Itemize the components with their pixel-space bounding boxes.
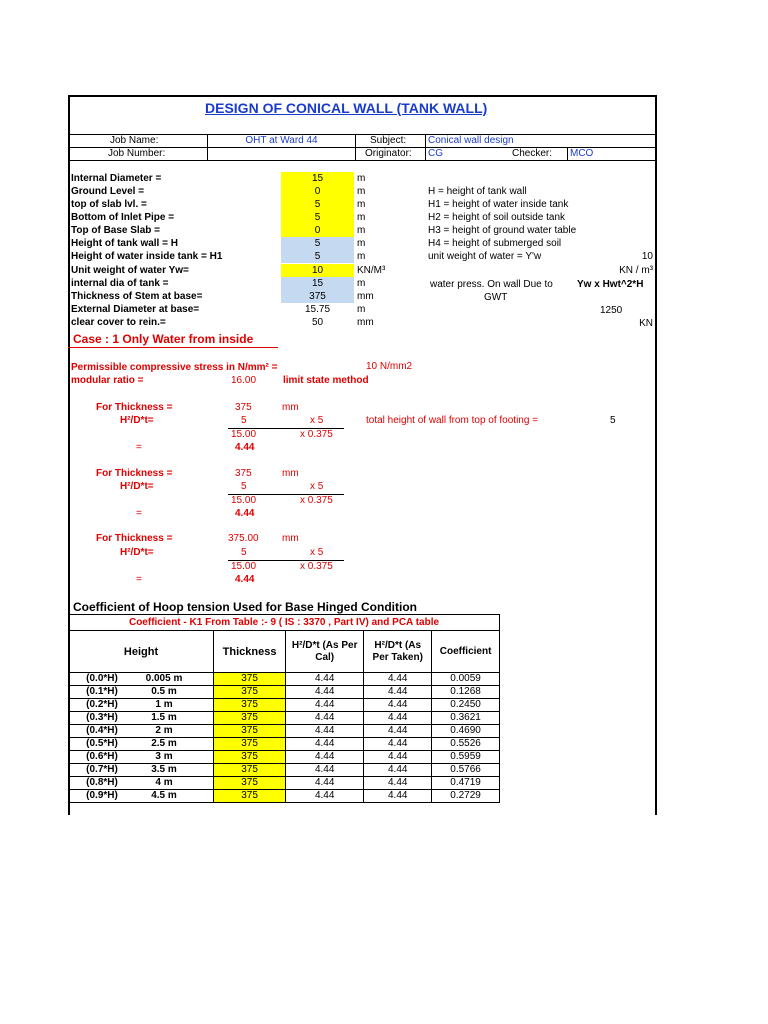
input-label: Height of water inside tank = H1: [71, 251, 223, 262]
table-row: [69, 712, 500, 725]
table-row: [69, 673, 500, 686]
note-unit-weight: unit weight of water = Y'w: [428, 251, 542, 262]
height-cell: [69, 738, 214, 751]
height-value: 2.5 m: [151, 738, 177, 749]
table-row: [69, 777, 500, 790]
thickness-value: 375: [235, 468, 252, 479]
input-unit: m: [357, 199, 366, 210]
h2dt-taken-cell: 4.44: [364, 673, 432, 686]
note-h: H = height of tank wall: [428, 186, 527, 197]
numerator-1: 5: [241, 415, 247, 426]
col-header-coefficient: Coefficient: [432, 631, 500, 673]
coef-section-title: Coefficient of Hoop tension Used for Base Hinged Condition: [73, 600, 417, 614]
input-value[interactable]: 10: [281, 264, 354, 277]
job-name-label: Job Name:: [110, 135, 159, 146]
height-cell: [69, 751, 214, 764]
coefficient-cell: 0.2729: [432, 790, 500, 803]
note-1250: 1250: [600, 305, 623, 316]
coefficient-cell: 0.0059: [432, 673, 500, 686]
col-header-h2dt-cal: H²/D*t (As Per Cal): [286, 631, 364, 673]
coefficient-cell: 0.4690: [432, 725, 500, 738]
height-fraction: (0.4*H): [86, 725, 118, 736]
input-value[interactable]: 5: [281, 237, 354, 250]
thickness-cell: 375: [214, 777, 286, 790]
input-label: top of slab lvl. =: [71, 199, 147, 210]
input-unit: m: [357, 225, 366, 236]
table-row: [69, 725, 500, 738]
height-fraction: (0.6*H): [86, 751, 118, 762]
equals-sign: =: [136, 442, 142, 453]
for-thickness-label: For Thickness =: [96, 533, 173, 544]
note-kn: KN: [639, 318, 653, 329]
h2dt-cal-cell: 4.44: [286, 673, 364, 686]
perm-stress-value: 10 N/mm2: [366, 361, 413, 372]
height-fraction: (0.7*H): [86, 764, 118, 775]
input-unit: mm: [357, 317, 374, 328]
right-border: [655, 95, 657, 815]
height-cell: [69, 673, 214, 686]
input-unit: KN/M³: [357, 265, 386, 276]
h2dt-taken-cell: 4.44: [364, 712, 432, 725]
top-border: [68, 95, 657, 97]
coef-table: [68, 614, 500, 803]
thickness-value: 375: [235, 402, 252, 413]
total-height-value: 5: [610, 415, 616, 426]
result-value: 4.44: [235, 508, 255, 519]
h2dt-cal-cell: 4.44: [286, 751, 364, 764]
height-fraction: (0.8*H): [86, 777, 118, 788]
coefficient-cell: 0.2450: [432, 699, 500, 712]
height-fraction: (0.9*H): [86, 790, 118, 801]
input-value: 50: [311, 317, 324, 328]
table-row: [69, 764, 500, 777]
thickness-unit: mm: [282, 402, 299, 413]
coefficient-cell: 0.1268: [432, 686, 500, 699]
denominator-2: x 0.375: [300, 561, 333, 572]
case-title-underline: [68, 347, 278, 348]
numerator-2: x 5: [310, 481, 324, 492]
for-thickness-label: For Thickness =: [96, 468, 173, 479]
modular-ratio-value: 16.00: [231, 375, 257, 386]
h2dt-taken-cell: 4.44: [364, 764, 432, 777]
table-row: [69, 699, 500, 712]
height-value: 2 m: [155, 725, 173, 736]
denominator-1: 15.00: [231, 561, 257, 572]
numerator-1: 5: [241, 547, 247, 558]
height-fraction: (0.5*H): [86, 738, 118, 749]
height-cell: [69, 790, 214, 803]
input-label: Bottom of Inlet Pipe =: [71, 212, 175, 223]
input-label: Unit weight of water Yw=: [71, 265, 189, 276]
numerator-2: x 5: [310, 547, 324, 558]
note-formula: Yw x Hwt^2*H: [577, 279, 644, 290]
coefficient-cell: 0.5526: [432, 738, 500, 751]
numerator-1: 5: [241, 481, 247, 492]
thickness-cell: 375: [214, 686, 286, 699]
input-unit: m: [357, 251, 366, 262]
table-row: [69, 751, 500, 764]
originator-value: CG: [428, 148, 443, 159]
input-value: 15.75: [304, 304, 331, 315]
height-cell: [69, 777, 214, 790]
denominator-1: 15.00: [231, 429, 257, 440]
input-unit: m: [357, 238, 366, 249]
table-row: [69, 686, 500, 699]
h2dt-cal-cell: 4.44: [286, 790, 364, 803]
input-unit: m: [357, 173, 366, 184]
input-value[interactable]: 15: [281, 277, 354, 290]
modular-ratio-label: modular ratio =: [71, 375, 144, 386]
equals-sign: =: [136, 508, 142, 519]
h2dt-taken-cell: 4.44: [364, 725, 432, 738]
h2dt-cal-cell: 4.44: [286, 712, 364, 725]
height-fraction: (0.3*H): [86, 712, 118, 723]
height-value: 1.5 m: [151, 712, 177, 723]
input-label: External Diameter at base=: [71, 304, 200, 315]
note-h3: H3 = height of ground water table: [428, 225, 577, 236]
denominator-2: x 0.375: [300, 495, 333, 506]
perm-stress-label: Permissible compressive stress in N/mm² =: [71, 362, 278, 373]
table-row: [69, 790, 500, 803]
h2dt-cal-cell: 4.44: [286, 699, 364, 712]
originator-label: Originator:: [365, 148, 412, 159]
limit-state-label: limit state method: [283, 375, 369, 386]
h2dt-label: H²/D*t=: [120, 415, 154, 426]
h2dt-taken-cell: 4.44: [364, 790, 432, 803]
height-fraction: (0.2*H): [86, 699, 118, 710]
input-value[interactable]: 15: [281, 172, 354, 185]
height-cell: [69, 686, 214, 699]
note-unit-weight-unit: KN / m³: [619, 265, 653, 276]
input-value[interactable]: 0: [281, 224, 354, 237]
input-unit: m: [357, 186, 366, 197]
col-header-thickness: Thickness: [214, 631, 286, 673]
table-row: [69, 738, 500, 751]
note-h1: H1 = height of water inside tank: [428, 199, 569, 210]
page-title: DESIGN OF CONICAL WALL (TANK WALL): [205, 100, 488, 116]
checker-label: Checker:: [512, 148, 553, 159]
input-label: Ground Level =: [71, 186, 145, 197]
h2dt-cal-cell: 4.44: [286, 686, 364, 699]
h2dt-cal-cell: 4.44: [286, 738, 364, 751]
h2dt-taken-cell: 4.44: [364, 699, 432, 712]
thickness-cell: 375: [214, 725, 286, 738]
h2dt-taken-cell: 4.44: [364, 686, 432, 699]
height-cell: [69, 699, 214, 712]
input-value[interactable]: 5: [281, 198, 354, 211]
height-value: 3.5 m: [151, 764, 177, 775]
case-title: Case : 1 Only Water from inside: [73, 332, 254, 346]
note-water-press: water press. On wall Due to: [430, 279, 553, 290]
height-value: 3 m: [155, 751, 173, 762]
input-value[interactable]: 5: [281, 250, 354, 263]
denominator-2: x 0.375: [300, 429, 333, 440]
height-cell: [69, 764, 214, 777]
thickness-cell: 375: [214, 673, 286, 686]
subject-label: Subject:: [370, 135, 407, 146]
height-value: 1 m: [155, 699, 173, 710]
thickness-cell: 375: [214, 738, 286, 751]
h2dt-taken-cell: 4.44: [364, 751, 432, 764]
thickness-cell: 375: [214, 712, 286, 725]
for-thickness-label: For Thickness =: [96, 402, 173, 413]
coefficient-cell: 0.5959: [432, 751, 500, 764]
thickness-unit: mm: [282, 468, 299, 479]
coef-table-subtitle: Coefficient - K1 From Table :- 9 ( IS : 3370 , Part IV) and PCA table: [69, 615, 500, 631]
thickness-cell: 375: [214, 790, 286, 803]
note-unit-weight-value: 10: [641, 251, 653, 262]
input-unit: m: [357, 278, 366, 289]
denominator-1: 15.00: [231, 495, 257, 506]
thickness-cell: 375: [214, 764, 286, 777]
note-h2: H2 = height of soil outside tank: [428, 212, 566, 223]
height-fraction: (0.0*H): [86, 673, 118, 684]
height-value: 0.5 m: [151, 686, 177, 697]
height-cell: [69, 712, 214, 725]
input-value[interactable]: 0: [281, 185, 354, 198]
input-label: clear cover to rein.=: [71, 317, 166, 328]
height-value: 4.5 m: [151, 790, 177, 801]
subject-value: Conical wall design: [428, 135, 514, 146]
input-label: Internal Diameter =: [71, 173, 162, 184]
job-name-value: OHT at Ward 44: [245, 135, 318, 146]
coefficient-cell: 0.3621: [432, 712, 500, 725]
numerator-2: x 5: [310, 415, 324, 426]
input-unit: m: [357, 304, 366, 315]
h2dt-cal-cell: 4.44: [286, 764, 364, 777]
input-value[interactable]: 375: [281, 290, 354, 303]
height-value: 4 m: [155, 777, 173, 788]
note-gwt: GWT: [484, 292, 508, 303]
h2dt-taken-cell: 4.44: [364, 777, 432, 790]
height-value: 0.005 m: [145, 673, 183, 684]
col-header-h2dt-taken: H²/D*t (As Per Taken): [364, 631, 432, 673]
input-value[interactable]: 5: [281, 211, 354, 224]
coefficient-cell: 0.5766: [432, 764, 500, 777]
checker-value: MCO: [570, 148, 594, 159]
thickness-value: 375.00: [228, 533, 259, 544]
input-unit: m: [357, 212, 366, 223]
input-label: Thickness of Stem at base=: [71, 291, 203, 302]
h2dt-cal-cell: 4.44: [286, 725, 364, 738]
height-cell: [69, 725, 214, 738]
result-value: 4.44: [235, 442, 255, 453]
job-number-label: Job Number:: [108, 148, 166, 159]
input-label: Height of tank wall = H: [71, 238, 178, 249]
thickness-cell: 375: [214, 751, 286, 764]
total-height-label: total height of wall from top of footing =: [366, 415, 539, 426]
thickness-cell: 375: [214, 699, 286, 712]
input-unit: mm: [357, 291, 374, 302]
equals-sign: =: [136, 574, 142, 585]
coefficient-cell: 0.4719: [432, 777, 500, 790]
h2dt-label: H²/D*t=: [120, 547, 154, 558]
note-h4: H4 = height of submerged soil: [428, 238, 562, 249]
col-header-height: Height: [69, 631, 214, 673]
input-label: internal dia of tank =: [71, 278, 169, 289]
thickness-unit: mm: [282, 533, 299, 544]
height-fraction: (0.1*H): [86, 686, 118, 697]
h2dt-cal-cell: 4.44: [286, 777, 364, 790]
result-value: 4.44: [235, 574, 255, 585]
h2dt-label: H²/D*t=: [120, 481, 154, 492]
h2dt-taken-cell: 4.44: [364, 738, 432, 751]
input-label: Top of Base Slab =: [71, 225, 160, 236]
